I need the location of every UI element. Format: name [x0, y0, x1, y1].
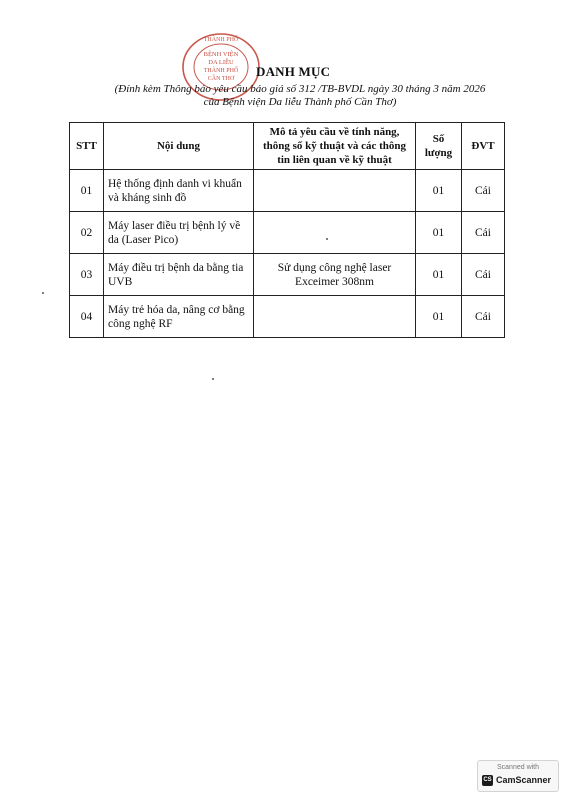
scan-speck — [42, 292, 44, 294]
table-header-row — [70, 123, 505, 170]
svg-text:THÀNH PHỐ: THÀNH PHỐ — [203, 68, 239, 74]
scan-speck — [326, 238, 328, 240]
cell-description — [254, 296, 416, 338]
camscanner-watermark — [477, 760, 559, 792]
cell-stt: 01 — [70, 170, 104, 212]
svg-text:DA LIỄU: DA LIỄU — [208, 59, 234, 66]
cell-description — [254, 212, 416, 254]
cell-unit: Cái — [462, 212, 505, 254]
cell-content: Máy laser điều trị bệnh lý về da (Laser Pico) — [104, 212, 254, 254]
header-content: Nội dung — [104, 123, 254, 170]
table-row — [70, 296, 505, 338]
cell-content: Máy trẻ hóa da, nâng cơ bằng công nghệ RF — [104, 296, 254, 338]
table-row — [70, 170, 505, 212]
watermark-brand: CamScanner — [496, 775, 552, 785]
header-quantity: Số lượng — [416, 123, 462, 170]
document-title: DANH MỤC — [256, 64, 331, 79]
cell-content: Hệ thống định danh vi khuẩn và kháng sinh đồ — [104, 170, 254, 212]
svg-text:CẦN THƠ: CẦN THƠ — [207, 76, 235, 82]
equipment-table — [69, 122, 505, 338]
watermark-caption: Scanned with — [496, 764, 540, 771]
cell-quantity: 01 — [416, 212, 462, 254]
cell-description — [254, 170, 416, 212]
cell-stt: 02 — [70, 212, 104, 254]
cell-stt: 03 — [70, 254, 104, 296]
cell-unit: Cái — [462, 296, 505, 338]
document-subtitle-line2: của Bệnh viện Da liễu Thành phố Cần Thơ) — [203, 96, 397, 108]
svg-text:THÀNH PHỐ: THÀNH PHỐ — [203, 37, 239, 43]
camscanner-logo-icon: CS — [482, 775, 493, 786]
cell-description: Sử dụng công nghệ laser Exceimer 308nm — [254, 254, 416, 296]
document-subtitle-line1: (Đính kèm Thông báo yêu cầu báo giá số 312 /TB-BVDL ngày 30 tháng 3 năm 2026 — [114, 83, 486, 95]
scan-speck — [212, 378, 214, 380]
table-row — [70, 212, 505, 254]
cell-stt: 04 — [70, 296, 104, 338]
cell-quantity: 01 — [416, 170, 462, 212]
header-unit: ĐVT — [462, 123, 505, 170]
cell-quantity: 01 — [416, 296, 462, 338]
header-stt: STT — [70, 123, 104, 170]
cell-unit: Cái — [462, 170, 505, 212]
cell-content: Máy điều trị bệnh da bằng tia UVB — [104, 254, 254, 296]
svg-text:BỆNH VIỆN: BỆNH VIỆN — [203, 51, 239, 58]
cell-quantity: 01 — [416, 254, 462, 296]
table-row — [70, 254, 505, 296]
header-description: Mô tả yêu cầu về tính năng, thông số kỹ thuật và các thông tin liên quan về kỹ thuật — [254, 123, 416, 170]
cell-unit: Cái — [462, 254, 505, 296]
